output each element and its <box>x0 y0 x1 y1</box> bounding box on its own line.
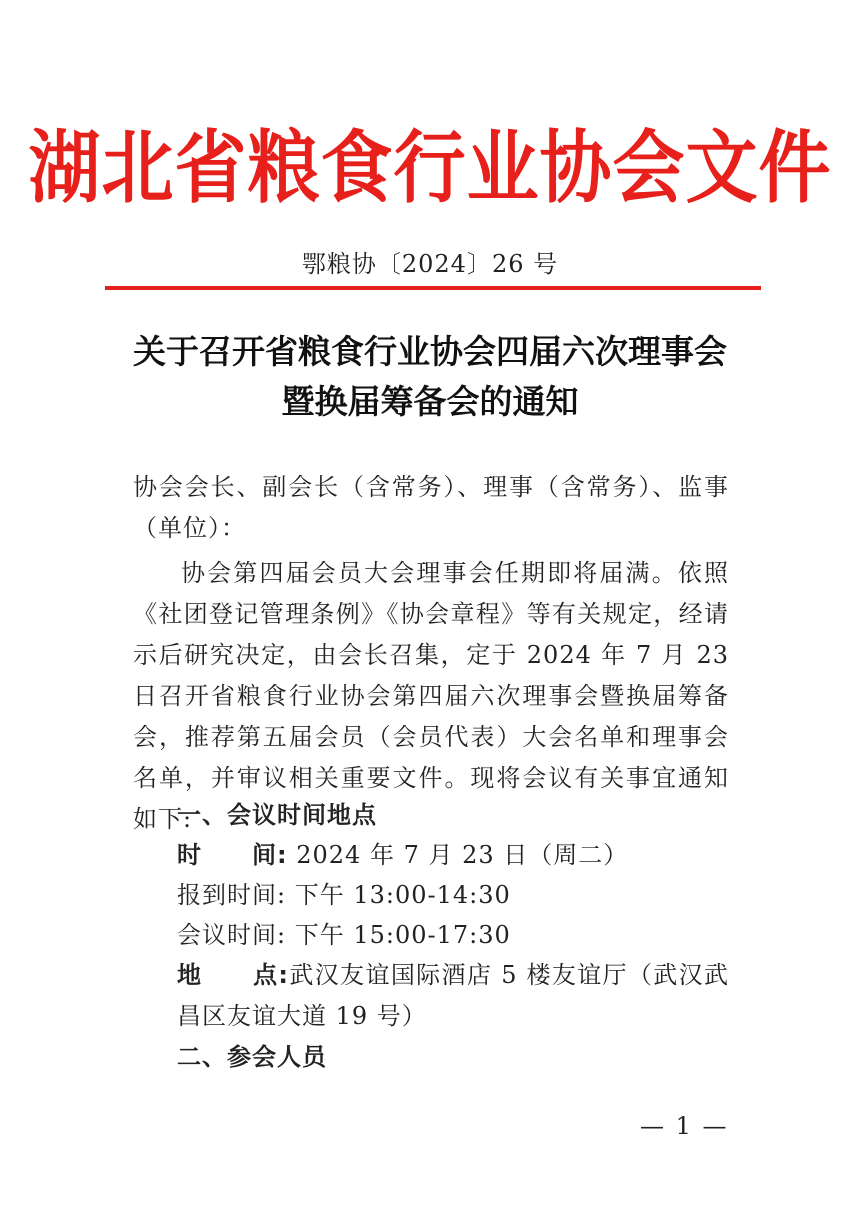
notice-title-line-1: 关于召开省粮食行业协会四届六次理事会 <box>133 332 727 371</box>
meeting-time-value: 下午 15:00-17:30 <box>286 921 511 949</box>
organization-header-title: 湖北省粮食行业协会文件 <box>28 120 832 214</box>
registration-time-label: 报到时间: <box>177 881 287 909</box>
meeting-place-label: 地 点: <box>177 961 290 989</box>
meeting-date-label: 时 间: <box>177 841 288 869</box>
meeting-time-label: 会议时间: <box>177 921 287 949</box>
meeting-time-line <box>133 915 729 956</box>
registration-time-value: 下午 13:00-14:30 <box>286 881 511 909</box>
meeting-place-line <box>133 955 729 1037</box>
intro-paragraph: 协会第四届会员大会理事会任期即将届满。依照《社团登记管理条例》《协会章程》等有关规定，经请示后研究决定，由会长召集，定于 2024 年 7 月 23 日召开省粮食行业协会第四届六次理事会暨换届筹备会，推荐第五届会员（会员代表）大会名单和理事会名单，并审议相关重要文件。现将会议有关事宜通知如下: <box>133 559 729 833</box>
notice-title <box>0 327 860 427</box>
section-1-heading: 一、会议时间地点 <box>177 801 377 829</box>
meeting-date-value: 2024 年 7 月 23 日（周二） <box>287 841 629 869</box>
page-number: — 1 — <box>640 1112 729 1140</box>
meeting-date-line <box>133 835 729 876</box>
registration-time-line <box>133 875 729 916</box>
section-2-heading: 二、参会人员 <box>177 1043 327 1071</box>
document-number: 鄂粮协〔2024〕26 号 <box>301 250 559 278</box>
addressee-line: 协会会长、副会长（含常务）、理事（含常务）、监事（单位）： <box>133 473 729 542</box>
red-divider-rule <box>105 286 761 290</box>
notice-title-line-2: 暨换届筹备会的通知 <box>281 382 579 421</box>
meeting-place-value: 武汉友谊国际酒店 5 楼友谊厅（武汉武昌区友谊大道 19 号） <box>177 961 729 1030</box>
